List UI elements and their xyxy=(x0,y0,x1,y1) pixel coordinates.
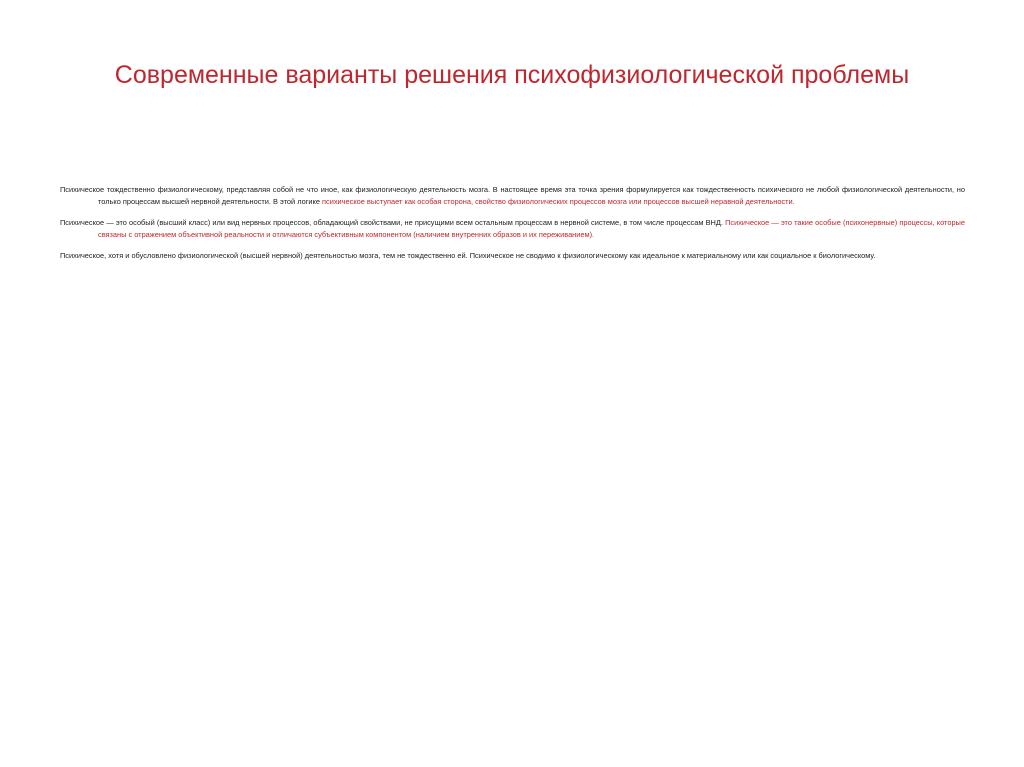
paragraph-text: Психическое тождественно физиологическому, представляя собой не что иное, как физиологическую деятельность мозга. В настоящее время эта точка зрения формулируется как тождественность психического не любой физиологической деятельности, но только процессам высшей нервной деятельности. В этой логике xyxy=(60,185,965,206)
slide-body xyxy=(60,184,965,272)
slide-title: Современные варианты решения психофизиологической проблемы xyxy=(114,61,910,89)
paragraph-highlight: Психическое — это такие особые (психонервные) процессы, которые связаны с отражением объективной реальности и отличаются субъективным компонентом (наличием внутренних образов и их переживанием). xyxy=(98,218,965,239)
paragraph-highlight: психическое выступает как особая сторона, свойство физиологических процессов мозга или процессов высшей неравной деятельности. xyxy=(322,196,795,206)
paragraph-text: Психическое — это особый (высший класс) или вид нервных процессов, обладающий свойствами, не присущими всем остальным процессам в нервной системе, в том числе процессам ВНД. xyxy=(60,218,726,228)
paragraph-identity xyxy=(60,184,965,207)
paragraph-text: Психическое, хотя и обусловлено физиологической (высшей нервной) деятельностью мозга, тем не тождественно ей. Психическое не сводимо к физиологическому как идеальное к материальному или как социальное к биологическому. xyxy=(60,251,876,261)
paragraph-not-identical xyxy=(60,250,965,262)
paragraph-special-class xyxy=(60,217,965,240)
